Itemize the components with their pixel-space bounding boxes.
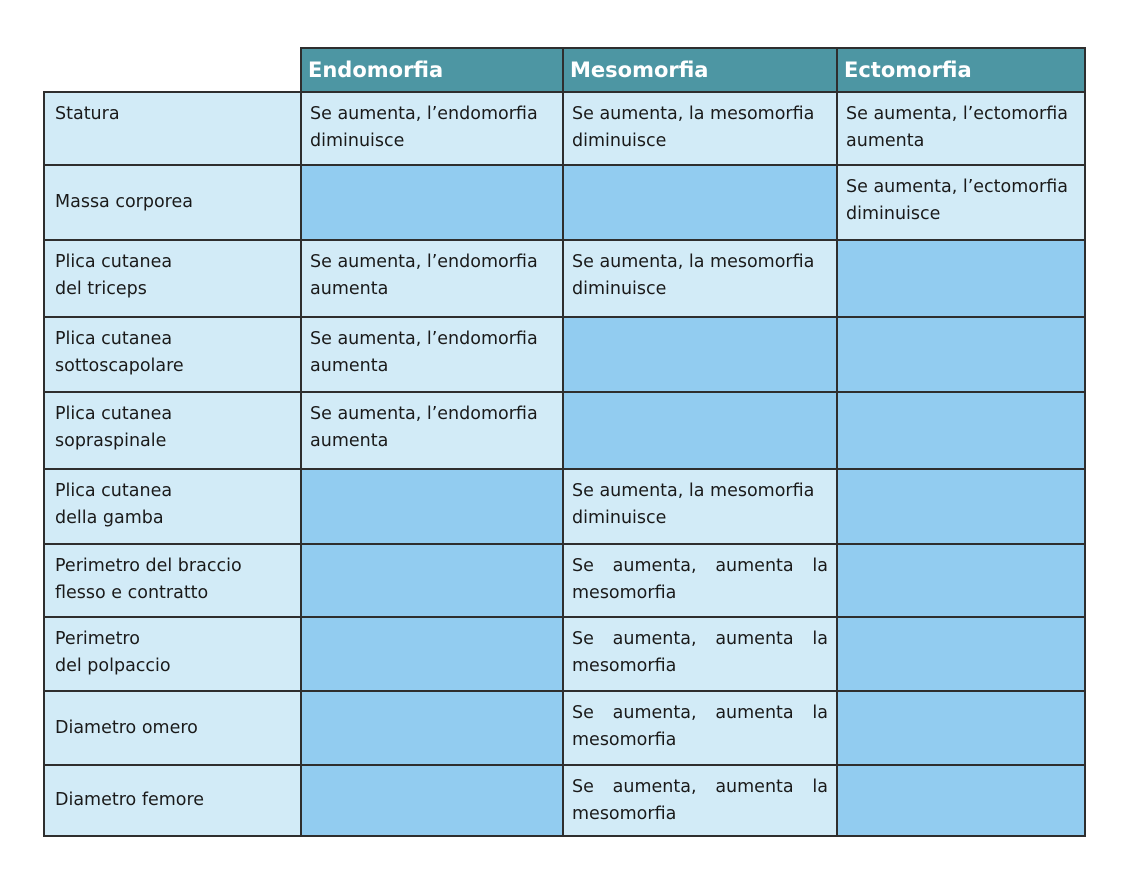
cell-text-line: diminuisce: [572, 508, 667, 528]
cell-text-line: diminuisce: [572, 279, 667, 299]
cell-text-line: Se aumenta, l’ectomorfia: [846, 104, 1068, 124]
cell-diametro-femore-ectomorfia-empty: [837, 765, 1085, 836]
cell-text-line: Se aumenta, l’endomorfia: [310, 104, 538, 124]
row-label-line: Perimetro del braccio: [55, 556, 242, 576]
table-row: [44, 165, 1085, 240]
cell-plica-sottoscapolare-endomorfia: [301, 317, 563, 392]
row-label-line: Perimetro: [55, 629, 140, 649]
row-label-massa-corporea: [44, 165, 301, 240]
cell-diametro-femore-mesomorfia: [563, 765, 837, 836]
row-label-line: Plica cutanea: [55, 252, 173, 272]
cell-perimetro-braccio-endomorfia-empty: [301, 544, 563, 617]
cell-diametro-femore-endomorfia-empty: [301, 765, 563, 836]
row-label-line: sottoscapolare: [55, 356, 184, 376]
cell-massa-corporea-endomorfia-empty: [301, 165, 563, 240]
row-label-statura: [44, 92, 301, 165]
somatotype-table-container: [43, 47, 1084, 824]
cell-plica-gamba-endomorfia-empty: [301, 469, 563, 544]
cell-plica-sottoscapolare-mesomorfia-empty: [563, 317, 837, 392]
cell-text-line: Se aumenta, aumenta la: [572, 777, 828, 797]
row-label-perimetro-braccio: [44, 544, 301, 617]
cell-plica-sottoscapolare-ectomorfia-empty: [837, 317, 1085, 392]
header-endomorfia: Endomorfia: [301, 48, 563, 92]
cell-text-line: aumenta: [310, 356, 389, 376]
table-row: [44, 469, 1085, 544]
row-label-line: Plica cutanea: [55, 404, 173, 424]
row-label-plica-sottoscapolare: [44, 317, 301, 392]
table-row: [44, 92, 1085, 165]
cell-perimetro-polpaccio-mesomorfia: [563, 617, 837, 691]
cell-text-line: diminuisce: [572, 131, 667, 151]
cell-massa-corporea-mesomorfia-empty: [563, 165, 837, 240]
cell-text-line: aumenta: [846, 131, 925, 151]
cell-text-line: Se aumenta, l’endomorfia: [310, 329, 538, 349]
row-label-diametro-femore: [44, 765, 301, 836]
row-label-diametro-omero: [44, 691, 301, 765]
cell-text-line: Se aumenta, la mesomorfia: [572, 252, 815, 272]
row-label-plica-sopraspinale: [44, 392, 301, 469]
table-row: [44, 691, 1085, 765]
table-row: [44, 317, 1085, 392]
header-mesomorfia: Mesomorfia: [563, 48, 837, 92]
row-label-line: Diametro omero: [55, 717, 198, 738]
cell-plica-sopraspinale-ectomorfia-empty: [837, 392, 1085, 469]
table-row: [44, 765, 1085, 836]
cell-statura-ectomorfia: [837, 92, 1085, 165]
row-label-line: sopraspinale: [55, 431, 167, 451]
table-header-row: [44, 48, 1085, 92]
cell-plica-gamba-ectomorfia-empty: [837, 469, 1085, 544]
cell-text-line: Se aumenta, l’endomorfia: [310, 404, 538, 424]
cell-text-line: Se aumenta, la mesomorfia: [572, 104, 815, 124]
cell-perimetro-polpaccio-ectomorfia-empty: [837, 617, 1085, 691]
cell-plica-gamba-mesomorfia: [563, 469, 837, 544]
cell-text-line: mesomorfia: [572, 583, 677, 603]
row-label-line: della gamba: [55, 508, 164, 528]
table-row: [44, 240, 1085, 317]
row-label-line: del triceps: [55, 279, 147, 299]
table-row: [44, 392, 1085, 469]
cell-text-line: Se aumenta, aumenta la: [572, 703, 828, 723]
cell-plica-triceps-ectomorfia-empty: [837, 240, 1085, 317]
cell-text-line: Se aumenta, aumenta la: [572, 629, 828, 649]
cell-text-line: diminuisce: [846, 204, 941, 224]
cell-plica-sopraspinale-mesomorfia-empty: [563, 392, 837, 469]
row-label-plica-gamba: [44, 469, 301, 544]
cell-statura-endomorfia: [301, 92, 563, 165]
table-row: [44, 617, 1085, 691]
row-label-plica-triceps: [44, 240, 301, 317]
cell-text-line: mesomorfia: [572, 656, 677, 676]
cell-text-line: aumenta: [310, 431, 389, 451]
cell-text-line: mesomorfia: [572, 730, 677, 750]
row-label-line: Statura: [55, 104, 120, 124]
cell-plica-triceps-endomorfia: [301, 240, 563, 317]
cell-text-line: aumenta: [310, 279, 389, 299]
cell-text-line: diminuisce: [310, 131, 405, 151]
cell-plica-sopraspinale-endomorfia: [301, 392, 563, 469]
cell-text-line: Se aumenta, l’endomorfia: [310, 252, 538, 272]
cell-diametro-omero-endomorfia-empty: [301, 691, 563, 765]
cell-text-line: Se aumenta, l’ectomorfia: [846, 177, 1068, 197]
table-row: [44, 544, 1085, 617]
row-label-line: Diametro femore: [55, 790, 205, 810]
somatotype-table: [43, 47, 1086, 837]
header-ectomorfia: Ectomorfia: [837, 48, 1085, 92]
cell-text-line: Se aumenta, aumenta la: [572, 556, 828, 576]
row-label-line: flesso e contratto: [55, 583, 209, 603]
row-label-line: Plica cutanea: [55, 329, 173, 349]
cell-perimetro-polpaccio-endomorfia-empty: [301, 617, 563, 691]
cell-massa-corporea-ectomorfia: [837, 165, 1085, 240]
row-label-line: Massa corporea: [55, 192, 193, 212]
cell-perimetro-braccio-mesomorfia: [563, 544, 837, 617]
cell-text-line: mesomorfia: [572, 804, 677, 824]
row-label-line: Plica cutanea: [55, 481, 173, 501]
row-label-line: del polpaccio: [55, 656, 171, 676]
cell-statura-mesomorfia: [563, 92, 837, 165]
header-corner-cell: [44, 48, 301, 92]
cell-text-line: Se aumenta, la mesomorfia: [572, 481, 815, 501]
cell-diametro-omero-ectomorfia-empty: [837, 691, 1085, 765]
cell-diametro-omero-mesomorfia: [563, 691, 837, 765]
cell-perimetro-braccio-ectomorfia-empty: [837, 544, 1085, 617]
row-label-perimetro-polpaccio: [44, 617, 301, 691]
cell-plica-triceps-mesomorfia: [563, 240, 837, 317]
